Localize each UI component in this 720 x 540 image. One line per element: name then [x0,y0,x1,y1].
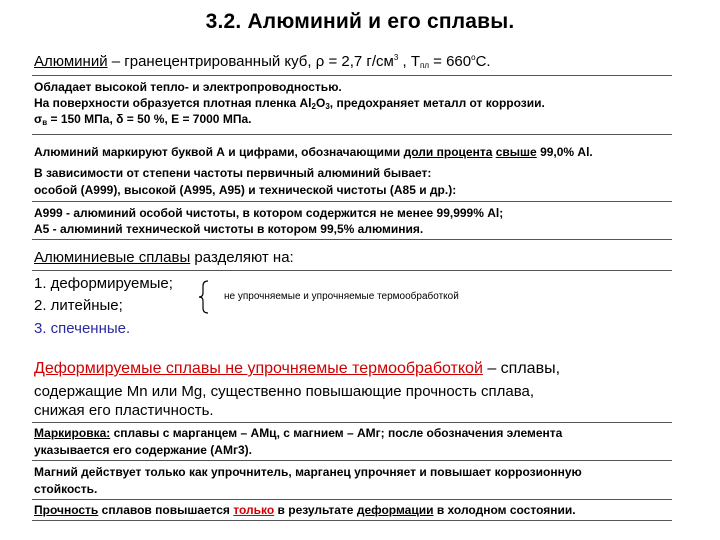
marking-percent: 99,0% Al. [536,145,593,159]
sigma-symbol: σ [34,112,43,126]
oxide-sub-1: 2 [311,102,316,111]
divider [32,134,672,135]
divider [32,270,672,271]
marking-text: Алюминий маркируют буквой А и цифрами, обозначающими [34,145,404,159]
melting-label: , Т [398,53,420,70]
purity-grades-line: особой (А999), высокой (А995, А95) и технической чистоты (А85 и др.): [34,183,457,197]
deformable-alloys-line [34,360,560,378]
alloys-term: Алюминиевые сплавы [34,249,191,266]
marking-term: Маркировка: [34,426,111,440]
brace-icon [198,280,210,314]
divider [32,239,672,240]
above-term: свыше [495,145,537,159]
mechanical-values: = 150 МПа, δ = 50 %, Е = 7000 МПа. [47,112,252,126]
divider [32,460,672,461]
strength-text-2: в результате [274,503,357,517]
oxide-text-a: На поверхности образуется плотная пленка Al [34,96,312,110]
conductivity-line: Обладает высокой тепло- и электропроводностью. [34,80,342,94]
marking-line-2: указывается его содержание (АМг3). [34,443,252,457]
marking-line-1 [34,426,562,440]
a5-line: А5 - алюминий технической чистоты в котором 99,5% алюминия. [34,222,424,236]
rho-symbol: ρ [315,53,325,70]
alloy-type-3: 3. спеченные. [34,320,131,337]
sigma-subscript: в [42,118,48,127]
divider [32,499,672,500]
melting-subscript: пл [419,61,429,70]
aluminum-term: Алюминий [34,53,108,70]
marking-rest: сплавы с марганцем – АМц, с магнием – АМг; после обозначения элемента [110,426,563,440]
density-exponent: 3 [393,53,399,62]
magnesium-line-1: Магний действует только как упрочнитель, марганец упрочняет и повышает коррозионную [34,465,582,479]
deformable-alloys-term: Деформируемые сплавы не упрочняемые термообработкой [34,360,483,377]
page-title: 3.2. Алюминий и его сплавы. [205,10,515,33]
purity-intro-line: В зависимости от степени частоты первичный алюминий бывает: [34,166,432,180]
alloys-heading-rest: разделяют на: [190,249,294,266]
divider [32,201,672,202]
divider [32,75,672,76]
oxide-text-b: O [315,96,326,110]
alloy-type-1: 1. деформируемые; [34,275,173,292]
degree-mark: о [471,53,476,62]
deformation-term: деформации [356,503,434,517]
a999-line: А999 - алюминий особой чистоты, в котором содержится не менее 99,999% Al; [34,206,504,220]
melting-value: = 660 [428,53,472,70]
increases-term: повышается [155,503,230,517]
magnesium-line-2: стойкость. [34,482,98,496]
oxide-sub-2: 3 [325,102,330,111]
divider [32,422,672,423]
strength-term: Прочность [34,503,99,517]
density-text: = 2,7 г/см [324,53,394,70]
strength-line [34,503,576,517]
aluminum-properties-line [34,53,491,70]
only-term: только [233,503,275,517]
percent-fraction-term: доли процента [403,145,493,159]
deformable-line-3: снижая его пластичность. [34,402,214,419]
strength-text-3: в холодном состоянии. [433,503,576,517]
structure-text: – гранецентрированный куб, [107,53,316,70]
alloys-heading [34,249,294,266]
deformable-line-2: содержащие Mn или Mg, существенно повышающие прочность сплава, [34,383,535,400]
oxide-text-c: , предохраняет металл от коррозии. [329,96,545,110]
strength-text-1: сплавов [98,503,156,517]
divider [32,520,672,521]
deformable-rest: – сплавы, [482,360,561,377]
oxide-film-line [34,96,545,111]
celsius: С. [475,53,491,70]
heat-treatment-note: не упрочняемые и упрочняемые термообработкой [224,291,459,302]
mechanical-properties-line [34,112,251,127]
marking-intro-line [34,145,593,159]
alloy-type-2: 2. литейные; [34,297,123,314]
